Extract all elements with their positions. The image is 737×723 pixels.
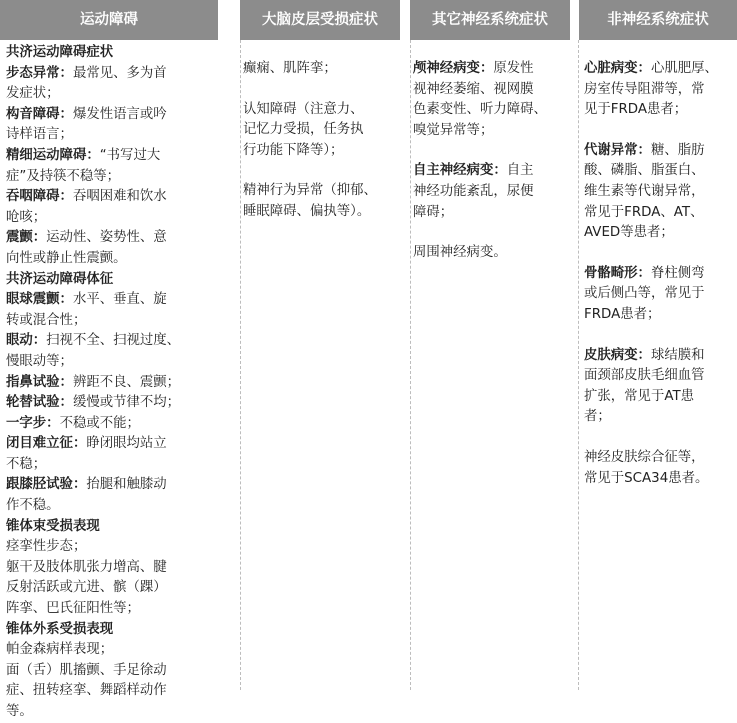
item-nystagmus-cont: 转或混合性； [6, 312, 87, 328]
item-cognitive-2: 记忆力受损，任务执 [243, 122, 364, 138]
item-skeletal: 骨骼畸形：脊柱侧弯 [584, 265, 705, 281]
item-autonomic-cont-2: 障碍； [413, 204, 454, 220]
item-extrapyramidal-1: 帕金森病样表现； [6, 642, 114, 658]
item-cranial: 颅神经病变：原发性 [413, 61, 534, 76]
item-heel-shin-cont: 作不稳。 [6, 498, 60, 514]
column-body-motor [0, 40, 218, 723]
item-metabolic-cont-3: 常见于FRDA、AT、 [584, 204, 704, 220]
item-romberg-cont: 不稳； [6, 456, 47, 472]
item-skin-cont-2: 扩张，常见于AT患 [584, 388, 695, 404]
item-pyramidal-4: 阵挛、巴氏征阳性等； [6, 601, 140, 617]
item-saccade: 眼动：扫视不全、扫视过度、 [6, 333, 181, 349]
item-fine-motor: 精细运动障碍：“书写过大 [6, 147, 161, 163]
column-header-motor: 运动障碍 [0, 0, 218, 40]
item-romberg: 闭目难立征：睁闭眼均站立 [6, 436, 167, 452]
item-peripheral: 周围神经病变。 [413, 245, 507, 261]
column-body-other-neuro [410, 40, 570, 264]
section-title-extrapyramidal: 锥体外系受损表现 [6, 621, 114, 637]
column-non-neuro [579, 0, 737, 489]
item-finger-nose: 指鼻试验：辨距不良、震颤； [6, 374, 181, 390]
item-gait: 步态异常：最常见、多为首 [6, 65, 167, 81]
item-extrapyramidal-4: 等。 [6, 704, 33, 719]
item-nystagmus: 眼球震颤：水平、垂直、旋 [6, 292, 167, 308]
item-heel-shin: 跟膝胫试验：抬腿和触膝动 [6, 477, 167, 493]
item-neurocutaneous-2: 常见于SCA34患者。 [584, 470, 709, 486]
column-body-non-neuro [579, 40, 737, 489]
item-cranial-cont-3: 嗅觉异常等； [413, 122, 494, 138]
item-skin-cont-3: 者； [584, 409, 611, 425]
column-header-other-neuro: 其它神经系统症状 [410, 0, 570, 40]
item-autonomic: 自主神经病变：自主 [413, 163, 534, 179]
column-other-neuro [410, 0, 570, 264]
item-saccade-cont: 慢眼动等； [6, 353, 73, 369]
column-body-cortical [240, 40, 400, 223]
item-heart-cont-2: 见于FRDA患者； [584, 102, 688, 118]
item-metabolic: 代谢异常：糖、脂肪 [584, 142, 705, 158]
column-header-non-neuro: 非神经系统症状 [579, 0, 737, 40]
column-cortical-symptoms [240, 0, 400, 223]
item-skin: 皮肤病变：球结膜和 [584, 347, 705, 363]
item-gait-cont: 发症状； [6, 86, 60, 102]
section-title-ataxia-symptoms: 共济运动障碍症状 [6, 45, 114, 60]
item-swallow: 吞咽障碍：吞咽困难和饮水 [6, 189, 167, 205]
item-metabolic-cont-2: 维生素等代谢异常， [584, 183, 705, 199]
item-fine-motor-cont: 症”及持筷不稳等； [6, 168, 121, 184]
item-speech-cont: 诗样语言； [6, 127, 73, 143]
item-extrapyramidal-3: 症、扭转痉挛、舞蹈样动作 [6, 683, 167, 699]
item-pyramidal-2: 躯干及肢体肌张力增高、腱 [6, 559, 167, 575]
item-metabolic-cont-1: 酸、磷脂、脂蛋白、 [584, 163, 705, 179]
column-motor-disorders [0, 0, 218, 723]
item-cognitive-3: 行功能下降等）； [243, 142, 344, 158]
item-epilepsy: 癫痫、肌阵挛； [243, 61, 337, 76]
section-title-ataxia-signs: 共济运动障碍体征 [6, 271, 114, 287]
item-autonomic-cont-1: 神经功能紊乱，尿便 [413, 183, 534, 199]
item-alternating: 轮替试验：缓慢或节律不均； [6, 395, 181, 411]
item-cognitive-1: 认知障碍（注意力、 [243, 101, 364, 117]
item-tremor-cont: 向性或静止性震颤。 [6, 250, 127, 266]
item-skeletal-cont-1: 或后侧凸等，常见于 [584, 286, 705, 302]
item-neurocutaneous-1: 神经皮肤综合征等， [584, 449, 705, 465]
section-title-pyramidal: 锥体束受损表现 [6, 518, 100, 534]
item-swallow-cont: 呛咳； [6, 209, 47, 225]
item-pyramidal-1: 痉挛性步态； [6, 539, 87, 555]
item-tremor: 震颤：运动性、姿势性、意 [6, 230, 167, 246]
item-speech: 构音障碍：爆发性语言或吟 [6, 106, 167, 122]
item-heart: 心脏病变：心肌肥厚、 [584, 61, 718, 76]
item-extrapyramidal-2: 面（舌）肌搐颤、手足徐动 [6, 662, 167, 678]
item-skeletal-cont-2: FRDA患者； [584, 306, 661, 322]
column-header-cortical: 大脑皮层受损症状 [240, 0, 400, 40]
item-psychiatric-1: 精神行为异常（抑郁、 [243, 183, 377, 199]
item-cranial-cont-1: 视神经萎缩、视网膜 [413, 81, 534, 97]
item-metabolic-cont-4: AVED等患者； [584, 225, 674, 241]
item-pyramidal-3: 反射活跃或亢进、髌（踝） [6, 580, 167, 596]
item-skin-cont-1: 面颈部皮肤毛细血管 [584, 368, 705, 384]
item-heart-cont-1: 房室传导阻滞等，常 [584, 81, 705, 97]
item-tandem: 一字步：不稳或不能； [6, 415, 140, 431]
item-psychiatric-2: 睡眠障碍、偏执等）。 [243, 203, 371, 219]
item-cranial-cont-2: 色素变性、听力障碍、 [413, 102, 547, 118]
